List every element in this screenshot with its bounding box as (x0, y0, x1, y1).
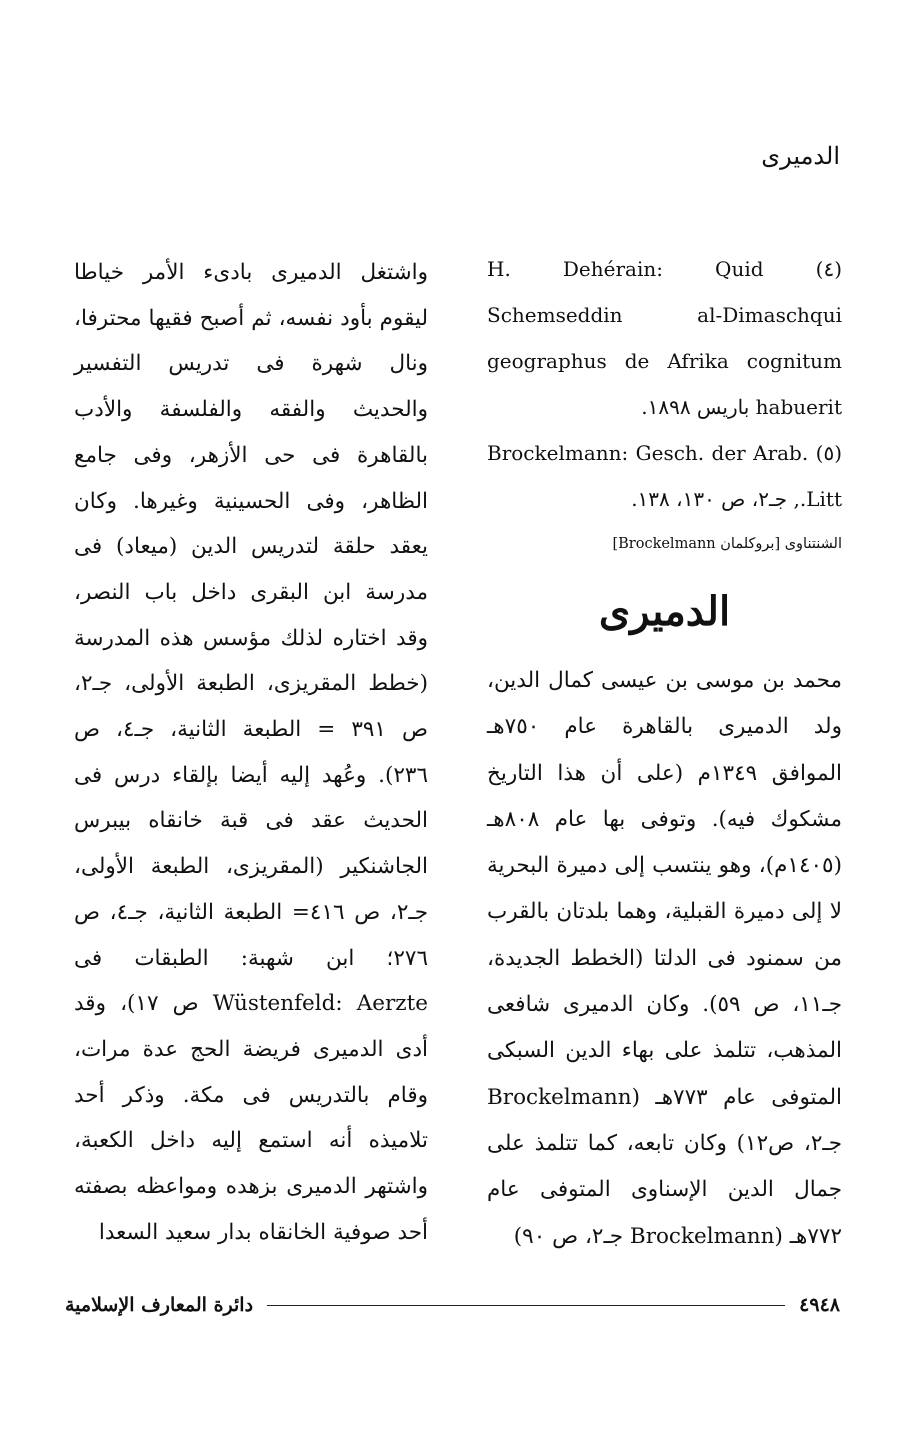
left-column (74, 250, 428, 1255)
right-column (487, 246, 842, 1260)
running-title: الدميرى (761, 142, 840, 170)
article-body-left: واشتغل الدميرى بادىء الأمر خياطا ليقوم بأود نفسه، ثم أصبح فقيها محترفا، ونال شهرة فى تدريس التفسير والحديث والفقه والفلسفة والأدب بالقاهرة فى حى الأزهر، وفى جامع الظاهر، وفى الحسينية وغيرها. وكان يعقد حلقة لتدريس الدين (ميعاد) فى مدرسة ابن البقرى داخل باب النصر، وقد اختاره لذلك مؤسس هذه المدرسة (خطط المقريزى، الطبعة الأولى، جـ٢، ص ٣٩١ = الطبعة الثانية، جـ٤، ص ٢٣٦). وعُهد إليه أيضا بإلقاء درس فى الحديث عقد فى قبة خانقاه بيبرس الجاشنكير (المقريزى، الطبعة الأولى، جـ٢، ص ٤١٦= الطبعة الثانية، جـ٤، ص ٢٧٦؛ ابن شهبة: الطبقات فى Wüstenfeld: Aerzte ص ١٧)، وقد أدى الدميرى فريضة الحج عدة مرات، وقام بالتدريس فى مكة. وذكر أحد تلاميذه أنه استمع إليه داخل الكعبة، واشتهر الدميرى بزهده ومواعظه بصفته أحد صوفية الخانقاه بدار سعيد السعدا (74, 260, 428, 1245)
article-body-right: محمد بن موسى بن عيسى كمال الدين، ولد الدميرى بالقاهرة عام ٧٥٠هـ الموافق ١٣٤٩م (على أن هذا التاريخ مشكوك فيه). وتوفى بها عام ٨٠٨هـ (١٤٠٥م)، وهو ينتسب إلى دميرة البحرية لا إلى دميرة القبلية، وهما بلدتان بالقرب من سمنود فى الدلتا (الخطط الجديدة، جـ١١، ص ٥٩). وكان الدميرى شافعى المذهب، تتلمذ على بهاء الدين السبكى المتوفى عام ٧٧٣هـ (Brockelmann جـ٢، ص١٢) وكان تابعه، كما تتلمذ على جمال الدين الإسناوى المتوفى عام ٧٧٢هـ (Brockelmann جـ٢، ص ٩٠) (487, 668, 842, 1249)
page-number: ٤٩٤٨ (799, 1294, 840, 1316)
footnote-author: الشنتناوى [بروكلمان Brockelmann] (612, 536, 842, 552)
footer-rule (267, 1305, 785, 1306)
page-footer (65, 1290, 840, 1320)
footnote-5: (٥) Brockelmann: Gesch. der Arab. Litt., جـ٢، ص ١٣٠، ١٣٨. (487, 441, 842, 511)
article-title: الدميرى (598, 588, 731, 635)
publication-title: دائرة المعارف الإسلامية (65, 1294, 254, 1316)
footnote-4: (٤) H. Dehérain: Quid Schemseddin al-Dimaschqui geographus de Afrika cognitum habuerit باريس ١٨٩٨. (487, 257, 842, 419)
